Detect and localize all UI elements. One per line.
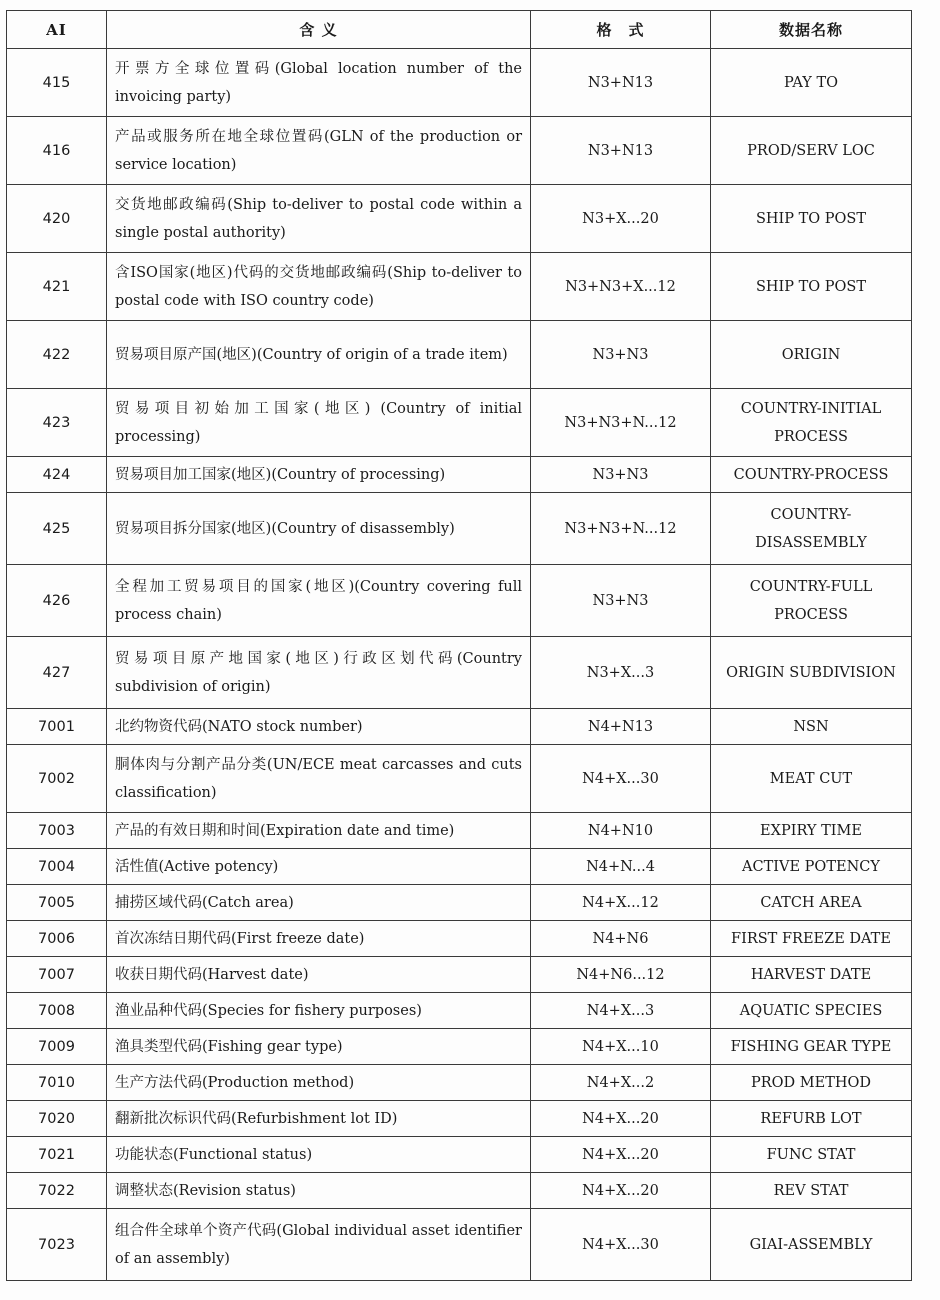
ai-cell: 424 — [7, 457, 107, 493]
meaning-cell: 活性值(Active potency) — [107, 849, 531, 885]
table-row — [7, 1065, 912, 1101]
table-row — [7, 885, 912, 921]
data-name-cell: HARVEST DATE — [711, 957, 912, 993]
meaning-cell: 开票方全球位置码(Global location number of the invoicing party) — [107, 49, 531, 117]
meaning-cell: 收获日期代码(Harvest date) — [107, 957, 531, 993]
data-name-cell: COUNTRY-INITIAL PROCESS — [711, 389, 912, 457]
table-row — [7, 1137, 912, 1173]
format-cell: N3+N3+N...12 — [531, 493, 711, 565]
format-cell: N3+N13 — [531, 117, 711, 185]
ai-cell: 7001 — [7, 709, 107, 745]
format-cell: N3+X...20 — [531, 185, 711, 253]
data-name-cell: CATCH AREA — [711, 885, 912, 921]
meaning-cell: 首次冻结日期代码(First freeze date) — [107, 921, 531, 957]
table-row — [7, 565, 912, 637]
table-row — [7, 117, 912, 185]
table-row — [7, 1209, 912, 1281]
meaning-cell: 翻新批次标识代码(Refurbishment lot ID) — [107, 1101, 531, 1137]
data-name-cell: REV STAT — [711, 1173, 912, 1209]
data-name-cell: COUNTRY-DISASSEMBLY — [711, 493, 912, 565]
table-row — [7, 957, 912, 993]
table-row — [7, 185, 912, 253]
meaning-cell: 功能状态(Functional status) — [107, 1137, 531, 1173]
format-cell: N4+N10 — [531, 813, 711, 849]
ai-cell: 420 — [7, 185, 107, 253]
format-cell: N4+X...20 — [531, 1101, 711, 1137]
meaning-cell: 贸易项目加工国家(地区)(Country of processing) — [107, 457, 531, 493]
ai-cell: 7023 — [7, 1209, 107, 1281]
data-name-cell: ORIGIN SUBDIVISION — [711, 637, 912, 709]
format-cell: N4+X...30 — [531, 1209, 711, 1281]
meaning-cell: 交货地邮政编码(Ship to-deliver to postal code within a single postal authority) — [107, 185, 531, 253]
ai-cell: 7021 — [7, 1137, 107, 1173]
format-cell: N4+N6...12 — [531, 957, 711, 993]
ai-cell: 7020 — [7, 1101, 107, 1137]
header-ai: AI — [7, 11, 107, 49]
table-row — [7, 389, 912, 457]
table-row — [7, 457, 912, 493]
ai-cell: 421 — [7, 253, 107, 321]
data-name-cell: PROD METHOD — [711, 1065, 912, 1101]
format-cell: N3+N3 — [531, 321, 711, 389]
ai-cell: 7003 — [7, 813, 107, 849]
meaning-cell: 贸易项目原产地国家(地区)行政区划代码(Country subdivision of origin) — [107, 637, 531, 709]
table-row — [7, 321, 912, 389]
ai-cell: 7006 — [7, 921, 107, 957]
header-name: 数据名称 — [711, 11, 912, 49]
data-name-cell: ORIGIN — [711, 321, 912, 389]
meaning-cell: 捕捞区域代码(Catch area) — [107, 885, 531, 921]
table-row — [7, 709, 912, 745]
meaning-cell: 渔业品种代码(Species for fishery purposes) — [107, 993, 531, 1029]
ai-cell: 423 — [7, 389, 107, 457]
data-name-cell: AQUATIC SPECIES — [711, 993, 912, 1029]
table-row — [7, 745, 912, 813]
ai-cell: 426 — [7, 565, 107, 637]
data-name-cell: SHIP TO POST — [711, 253, 912, 321]
format-cell: N3+N3+X...12 — [531, 253, 711, 321]
table-row — [7, 49, 912, 117]
ai-cell: 7004 — [7, 849, 107, 885]
ai-cell: 7010 — [7, 1065, 107, 1101]
ai-cell: 7022 — [7, 1173, 107, 1209]
meaning-cell: 含ISO国家(地区)代码的交货地邮政编码(Ship to-deliver to postal code with ISO country code) — [107, 253, 531, 321]
table-header-row — [7, 11, 912, 49]
table-row — [7, 1173, 912, 1209]
format-cell: N3+X...3 — [531, 637, 711, 709]
meaning-cell: 产品或服务所在地全球位置码(GLN of the production or service location) — [107, 117, 531, 185]
table-row — [7, 993, 912, 1029]
data-name-cell: FISHING GEAR TYPE — [711, 1029, 912, 1065]
format-cell: N4+X...30 — [531, 745, 711, 813]
table-row — [7, 813, 912, 849]
ai-cell: 425 — [7, 493, 107, 565]
data-name-cell: PROD/SERV LOC — [711, 117, 912, 185]
meaning-cell: 贸易项目原产国(地区)(Country of origin of a trade item) — [107, 321, 531, 389]
ai-cell: 7005 — [7, 885, 107, 921]
ai-cell: 7008 — [7, 993, 107, 1029]
table-row — [7, 253, 912, 321]
format-cell: N4+X...3 — [531, 993, 711, 1029]
meaning-cell: 贸易项目拆分国家(地区)(Country of disassembly) — [107, 493, 531, 565]
data-name-cell: REFURB LOT — [711, 1101, 912, 1137]
format-cell: N4+X...10 — [531, 1029, 711, 1065]
table-row — [7, 1101, 912, 1137]
format-cell: N3+N13 — [531, 49, 711, 117]
table-row — [7, 1029, 912, 1065]
table-row — [7, 637, 912, 709]
meaning-cell: 产品的有效日期和时间(Expiration date and time) — [107, 813, 531, 849]
ai-cell: 415 — [7, 49, 107, 117]
ai-cell: 416 — [7, 117, 107, 185]
meaning-cell: 全程加工贸易项目的国家(地区)(Country covering full process chain) — [107, 565, 531, 637]
table-row — [7, 493, 912, 565]
ai-cell: 427 — [7, 637, 107, 709]
header-format: 格 式 — [531, 11, 711, 49]
meaning-cell: 贸易项目初始加工国家(地区) (Country of initial processing) — [107, 389, 531, 457]
format-cell: N4+X...12 — [531, 885, 711, 921]
format-cell: N3+N3 — [531, 457, 711, 493]
data-name-cell: NSN — [711, 709, 912, 745]
data-name-cell: FUNC STAT — [711, 1137, 912, 1173]
header-meaning: 含 义 — [107, 11, 531, 49]
table-row — [7, 849, 912, 885]
table-row — [7, 921, 912, 957]
meaning-cell: 渔具类型代码(Fishing gear type) — [107, 1029, 531, 1065]
meaning-cell: 生产方法代码(Production method) — [107, 1065, 531, 1101]
meaning-cell: 调整状态(Revision status) — [107, 1173, 531, 1209]
data-name-cell: FIRST FREEZE DATE — [711, 921, 912, 957]
data-name-cell: COUNTRY-FULL PROCESS — [711, 565, 912, 637]
ai-table — [6, 10, 912, 1281]
format-cell: N4+X...20 — [531, 1173, 711, 1209]
format-cell: N4+N...4 — [531, 849, 711, 885]
data-name-cell: MEAT CUT — [711, 745, 912, 813]
format-cell: N4+X...2 — [531, 1065, 711, 1101]
ai-cell: 422 — [7, 321, 107, 389]
meaning-cell: 北约物资代码(NATO stock number) — [107, 709, 531, 745]
data-name-cell: GIAI-ASSEMBLY — [711, 1209, 912, 1281]
format-cell: N4+X...20 — [531, 1137, 711, 1173]
data-name-cell: SHIP TO POST — [711, 185, 912, 253]
ai-cell: 7002 — [7, 745, 107, 813]
format-cell: N3+N3+N...12 — [531, 389, 711, 457]
data-name-cell: COUNTRY-PROCESS — [711, 457, 912, 493]
data-name-cell: EXPIRY TIME — [711, 813, 912, 849]
format-cell: N4+N13 — [531, 709, 711, 745]
ai-cell: 7009 — [7, 1029, 107, 1065]
ai-cell: 7007 — [7, 957, 107, 993]
format-cell: N4+N6 — [531, 921, 711, 957]
meaning-cell: 组合件全球单个资产代码(Global individual asset identifier of an assembly) — [107, 1209, 531, 1281]
meaning-cell: 胴体肉与分割产品分类(UN/ECE meat carcasses and cuts classification) — [107, 745, 531, 813]
data-name-cell: ACTIVE POTENCY — [711, 849, 912, 885]
data-name-cell: PAY TO — [711, 49, 912, 117]
format-cell: N3+N3 — [531, 565, 711, 637]
